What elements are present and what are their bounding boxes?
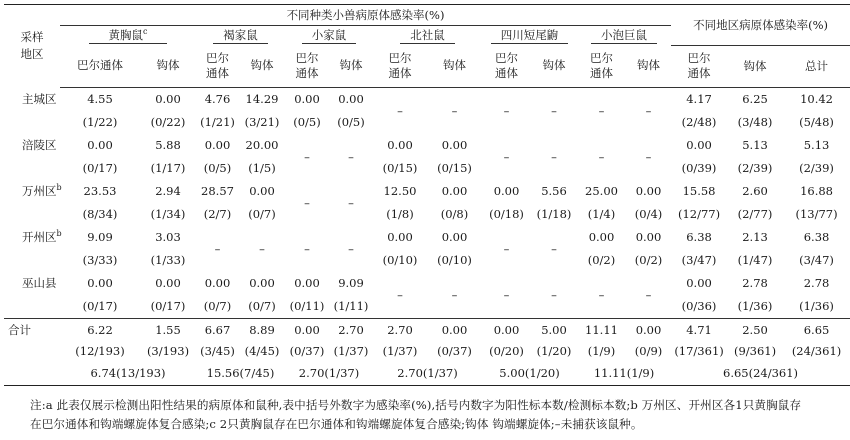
infection-rate: 0.00 <box>204 138 231 152</box>
positive-count: (12/77) <box>677 207 721 221</box>
positive-count: (0/8) <box>440 207 469 221</box>
infection-rate: 0.00 <box>635 230 662 244</box>
total-rate: 0.00 <box>285 318 329 341</box>
positive-count: (3/48) <box>737 115 773 129</box>
total-rate: 11.11 <box>577 318 626 341</box>
table-row <box>4 87 850 111</box>
positive-count: (0/11) <box>289 299 325 313</box>
region-label: 主城区 <box>22 91 57 106</box>
region-label: 万州区 <box>22 184 57 198</box>
positive-count: (1/11) <box>333 299 369 313</box>
summary-spacer <box>4 361 60 386</box>
infection-rate: 4.76 <box>204 92 231 106</box>
infection-rate: 0.00 <box>87 276 113 290</box>
table-row <box>4 180 850 203</box>
region-name <box>4 180 60 203</box>
positive-count: (0/17) <box>82 299 118 313</box>
positive-count: (0/15) <box>437 161 472 175</box>
subheader-leptospira: 钩体 <box>239 45 285 87</box>
positive-count: (0/2) <box>587 253 616 267</box>
infection-rate: 0.00 <box>294 92 320 106</box>
positive-count: (3/33) <box>82 253 118 267</box>
infection-rate: 0.00 <box>441 184 468 198</box>
region-name <box>4 272 60 295</box>
table-row <box>4 272 850 295</box>
not-captured-mark: – <box>503 149 510 164</box>
not-captured-mark: – <box>645 103 652 118</box>
infection-rate: 25.00 <box>585 184 618 198</box>
not-captured-mark: – <box>503 241 510 256</box>
positive-count: (0/10) <box>382 253 418 267</box>
positive-count: (0/17) <box>150 299 186 313</box>
infection-rate: 0.00 <box>387 138 413 152</box>
infection-rate: 0.00 <box>249 276 275 290</box>
positive-count: (2/48) <box>681 115 717 129</box>
region-name <box>4 134 60 157</box>
positive-count: (2/77) <box>737 207 773 221</box>
total-counts-row <box>4 341 850 361</box>
infection-rate: 0.00 <box>338 92 364 106</box>
positive-count: (0/18) <box>489 207 524 221</box>
species-name: 北社鼠 <box>400 27 455 44</box>
species-name: 小泡巨鼠 <box>591 27 657 44</box>
infection-rate: 6.38 <box>686 230 712 244</box>
infection-rate: 10.42 <box>800 92 833 106</box>
species-group-header: 不同种类小兽病原体感染率(%) <box>60 5 671 26</box>
not-captured-mark: – <box>397 287 403 302</box>
not-captured-mark: – <box>503 287 510 302</box>
region-header: 采样 地区 <box>4 5 60 88</box>
not-captured-mark: – <box>551 241 557 256</box>
species-summary: 6.65(24/361) <box>671 361 850 386</box>
total-count: (0/37) <box>289 343 325 358</box>
species-summary: 5.00(1/20) <box>482 361 577 386</box>
total-rate: 2.70 <box>329 318 373 341</box>
species-summary: 6.74(13/193) <box>60 361 196 386</box>
infection-rate: 5.13 <box>803 138 830 152</box>
positive-count: (0/4) <box>634 207 663 221</box>
infection-rate: 0.00 <box>441 230 468 244</box>
positive-count: (0/17) <box>82 161 118 175</box>
species-name: 小家鼠 <box>302 27 357 44</box>
positive-count: (0/22) <box>150 115 186 129</box>
not-captured-mark: – <box>259 241 265 256</box>
total-rate: 6.67 <box>196 318 239 341</box>
subheader-leptospira: 钩体 <box>427 45 482 87</box>
infection-rate: 2.78 <box>742 276 768 290</box>
positive-count: (1/4) <box>587 207 616 221</box>
total-count: (9/361) <box>733 343 777 358</box>
infection-rate: 0.00 <box>249 184 275 198</box>
positive-count: (8/34) <box>82 207 118 221</box>
positive-count: (1/34) <box>150 207 186 221</box>
total-count: (1/20) <box>536 343 572 358</box>
total-count: (0/20) <box>489 343 524 358</box>
infection-rate: 0.00 <box>387 230 413 244</box>
total-rate: 5.00 <box>531 318 577 341</box>
subheader-leptospira: 钩体 <box>727 45 783 87</box>
infection-rate: 3.03 <box>155 230 181 244</box>
species-header <box>60 26 196 46</box>
table-row <box>4 134 850 157</box>
positive-count: (1/33) <box>150 253 186 267</box>
total-label: 合计 <box>4 318 60 341</box>
subheader-bartonella: 巴尔 通体 <box>285 45 329 87</box>
infection-rate: 0.00 <box>155 276 181 290</box>
subheader-bartonella: 巴尔通体 <box>60 45 140 87</box>
total-count: (24/361) <box>791 343 842 358</box>
total-count: (4/45) <box>244 343 280 358</box>
total-rate: 0.00 <box>482 318 531 341</box>
species-summary: 2.70(1/37) <box>373 361 482 386</box>
species-name: 四川短尾鼩 <box>491 27 569 44</box>
total-spacer <box>4 341 60 361</box>
table-row-counts <box>4 249 850 272</box>
infection-rate: 9.09 <box>338 276 364 290</box>
subheader-bartonella: 巴尔 通体 <box>196 45 239 87</box>
total-rate: 6.22 <box>60 318 140 341</box>
positive-count: (0/5) <box>337 115 365 129</box>
region-spacer <box>4 249 60 272</box>
not-captured-mark: – <box>645 287 652 302</box>
positive-count: (0/5) <box>203 161 232 175</box>
positive-count: (1/8) <box>386 207 414 221</box>
total-row <box>4 318 850 341</box>
total-count: (0/37) <box>437 343 472 358</box>
infection-rate: 0.00 <box>87 138 113 152</box>
not-captured-mark: – <box>551 149 557 164</box>
infection-rate: 5.88 <box>155 138 181 152</box>
total-count: (3/45) <box>200 343 235 358</box>
infection-rate: 6.25 <box>742 92 768 106</box>
infection-rate: 0.00 <box>686 138 712 152</box>
not-captured-mark: – <box>348 149 354 164</box>
infection-rate: 15.58 <box>682 184 716 198</box>
subheader-bartonella: 巴尔 通体 <box>482 45 531 87</box>
infection-rate: 6.38 <box>803 230 830 244</box>
positive-count: (0/10) <box>437 253 472 267</box>
not-captured-mark: – <box>451 103 458 118</box>
table-row-counts <box>4 157 850 180</box>
infection-rate: 2.94 <box>155 184 181 198</box>
total-rate: 8.89 <box>239 318 285 341</box>
infection-rate: 0.00 <box>294 276 320 290</box>
infection-rate: 2.13 <box>742 230 768 244</box>
subheader-bartonella: 巴尔 通体 <box>671 45 727 87</box>
species-name: 褐家鼠 <box>213 27 268 44</box>
total-count: (0/9) <box>634 343 663 358</box>
positive-count: (2/7) <box>203 207 232 221</box>
region-name <box>4 226 60 249</box>
footnote-marker: c <box>143 27 148 37</box>
not-captured-mark: – <box>598 149 605 164</box>
subheader-leptospira: 钩体 <box>531 45 577 87</box>
positive-count: (1/47) <box>737 253 773 267</box>
infection-rate: 0.00 <box>204 276 231 290</box>
positive-count: (0/7) <box>248 299 276 313</box>
subheader-leptospira: 钩体 <box>329 45 373 87</box>
positive-count: (1/36) <box>737 299 773 313</box>
region-spacer <box>4 203 60 226</box>
positive-count: (1/17) <box>150 161 186 175</box>
infection-rate: 4.55 <box>87 92 113 106</box>
infection-rate: 0.00 <box>441 138 468 152</box>
total-count: (1/37) <box>382 343 418 358</box>
not-captured-mark: – <box>598 287 605 302</box>
positive-count: (1/5) <box>248 161 276 175</box>
infection-rate: 5.56 <box>541 184 567 198</box>
infection-rate: 12.50 <box>383 184 417 198</box>
species-header <box>196 26 285 46</box>
species-summary: 15.56(7/45) <box>196 361 285 386</box>
infection-rate: 0.00 <box>635 184 662 198</box>
positive-count: (1/18) <box>536 207 572 221</box>
total-rate: 2.50 <box>727 318 783 341</box>
infection-rate: 2.78 <box>803 276 830 290</box>
positive-count: (0/7) <box>203 299 232 313</box>
positive-count: (2/39) <box>799 161 834 175</box>
not-captured-mark: – <box>304 195 310 210</box>
species-header <box>482 26 577 46</box>
not-captured-mark: – <box>503 103 510 118</box>
not-captured-mark: – <box>304 149 310 164</box>
region-name <box>4 87 60 111</box>
region-spacer <box>4 295 60 319</box>
not-captured-mark: – <box>348 195 354 210</box>
region-group-header: 不同地区病原体感染率(%) <box>671 5 850 46</box>
subheader-total: 总计 <box>783 45 850 87</box>
total-count: (3/193) <box>146 343 190 358</box>
footnote-marker: b <box>56 183 62 193</box>
total-count: (12/193) <box>75 343 125 358</box>
table-row-counts <box>4 203 850 226</box>
region-label: 巫山县 <box>22 276 57 290</box>
footnote-marker: b <box>56 229 62 239</box>
infection-rate: 5.13 <box>742 138 768 152</box>
not-captured-mark: – <box>214 241 221 256</box>
total-count: (17/361) <box>674 343 724 358</box>
positive-count: (3/21) <box>244 115 280 129</box>
positive-count: (1/36) <box>799 299 834 313</box>
positive-count: (0/2) <box>634 253 663 267</box>
species-name: 黄胸鼠$^c$ <box>89 27 168 44</box>
table-row <box>4 226 850 249</box>
total-rate: 4.71 <box>671 318 727 341</box>
table-note: 注:a 此表仅展示检测出阳性结果的病原体和鼠种,表中括号外数字为感染率(%),括号内数字为阳性标本数/检测标本数;b 万州区、开州区各1只黄胸鼠存在巴尔通体和钩端螺旋体复合感染;c 2只黄胸鼠存在巴尔通体和钩端螺旋体复合感染;钩体 钩端螺旋体;–未捕获该鼠种。 <box>30 398 802 431</box>
total-count: (1/37) <box>333 343 369 358</box>
positive-count: (3/47) <box>799 253 834 267</box>
infection-rate: 28.57 <box>201 184 234 198</box>
species-summary: 2.70(1/37) <box>285 361 373 386</box>
total-rate: 1.55 <box>140 318 196 341</box>
region-label: 开州区 <box>22 230 57 244</box>
positive-count: (0/39) <box>681 161 717 175</box>
not-captured-mark: – <box>551 103 557 118</box>
total-rate: 0.00 <box>626 318 671 341</box>
infection-rate: 2.60 <box>742 184 768 198</box>
species-header <box>373 26 482 46</box>
species-header <box>577 26 671 46</box>
not-captured-mark: – <box>397 103 403 118</box>
positive-count: (1/22) <box>82 115 118 129</box>
not-captured-mark: – <box>451 287 458 302</box>
total-rate: 6.65 <box>783 318 850 341</box>
infection-rate: 16.88 <box>800 184 833 198</box>
not-captured-mark: – <box>645 149 652 164</box>
infection-rate: 0.00 <box>588 230 615 244</box>
not-captured-mark: – <box>598 103 605 118</box>
region-spacer <box>4 157 60 180</box>
subheader-bartonella: 巴尔 通体 <box>373 45 427 87</box>
infection-rate: 4.17 <box>686 92 712 106</box>
species-summary-row <box>4 361 850 386</box>
infection-rate: 0.00 <box>155 92 181 106</box>
infection-rate: 0.00 <box>686 276 712 290</box>
region-spacer <box>4 111 60 134</box>
infection-rate-table <box>4 4 850 386</box>
subheader-leptospira: 钩体 <box>140 45 196 87</box>
not-captured-mark: – <box>348 241 354 256</box>
positive-count: (3/47) <box>681 253 717 267</box>
not-captured-mark: – <box>304 241 310 256</box>
positive-count: (0/36) <box>681 299 717 313</box>
positive-count: (13/77) <box>795 207 838 221</box>
positive-count: (1/21) <box>200 115 235 129</box>
positive-count: (5/48) <box>799 115 834 129</box>
infection-rate: 14.29 <box>245 92 279 106</box>
total-count: (1/9) <box>587 343 616 358</box>
positive-count: (2/39) <box>737 161 773 175</box>
species-summary: 11.11(1/9) <box>577 361 671 386</box>
not-captured-mark: – <box>551 287 557 302</box>
positive-count: (0/5) <box>293 115 321 129</box>
positive-count: (0/15) <box>382 161 418 175</box>
infection-rate: 0.00 <box>493 184 520 198</box>
infection-rate: 20.00 <box>245 138 279 152</box>
region-label: 涪陵区 <box>22 138 57 152</box>
total-rate: 0.00 <box>427 318 482 341</box>
infection-rate: 9.09 <box>87 230 113 244</box>
subheader-leptospira: 钩体 <box>626 45 671 87</box>
subheader-bartonella: 巴尔 通体 <box>577 45 626 87</box>
positive-count: (0/7) <box>248 207 276 221</box>
infection-rate: 23.53 <box>83 184 117 198</box>
species-header <box>285 26 373 46</box>
total-rate: 2.70 <box>373 318 427 341</box>
